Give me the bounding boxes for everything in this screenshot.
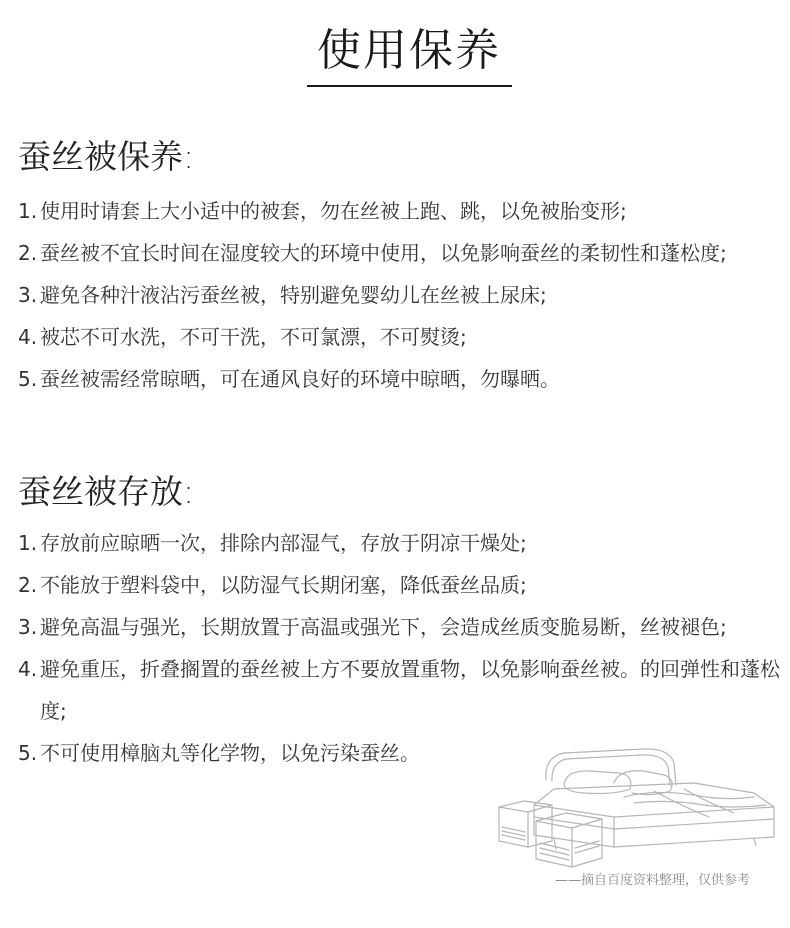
list-item: 3. 避免各种汁液沾污蚕丝被，特别避免婴幼儿在丝被上尿床; [18, 283, 547, 307]
list-item: 5. 蚕丝被需经常晾晒，可在通风良好的环境中晾晒，勿曝晒。 [18, 367, 560, 391]
source-note: ——摘自百度资料整理，仅供参考 [555, 873, 751, 888]
storage-heading: 蚕丝被存放: [18, 472, 195, 511]
list-item: 4. 被芯不可水洗，不可干洗，不可氯漂，不可熨烫; [18, 325, 467, 349]
list-item: 1. 存放前应晾晒一次，排除内部湿气，存放于阴凉干燥处; [18, 531, 527, 555]
list-item: 2. 不能放于塑料袋中，以防湿气长期闭塞，降低蚕丝品质; [18, 573, 527, 597]
list-item: 4. 避免重压，折叠搁置的蚕丝被上方不要放置重物，以免影响蚕丝被。的回弹性和蓬松度; [18, 657, 780, 723]
list-item: 2. 蚕丝被不宜长时间在湿度较大的环境中使用，以免影响蚕丝的柔韧性和蓬松度; [18, 241, 727, 265]
list-item: 3. 避免高温与强光，长期放置于高温或强光下，会造成丝质变脆易断，丝被褪色; [18, 615, 727, 639]
care-list [18, 190, 788, 400]
title-underline [307, 85, 512, 87]
care-heading: 蚕丝被保养: [18, 137, 195, 176]
bed-illustration [494, 745, 790, 870]
list-item: 1. 使用时请套上大小适中的被套，勿在丝被上跑、跳，以免被胎变形; [18, 199, 627, 223]
page-title: 使用保养 [317, 25, 501, 76]
list-item: 5. 不可使用樟脑丸等化学物，以免污染蚕丝。 [18, 741, 420, 765]
storage-list [18, 522, 788, 774]
